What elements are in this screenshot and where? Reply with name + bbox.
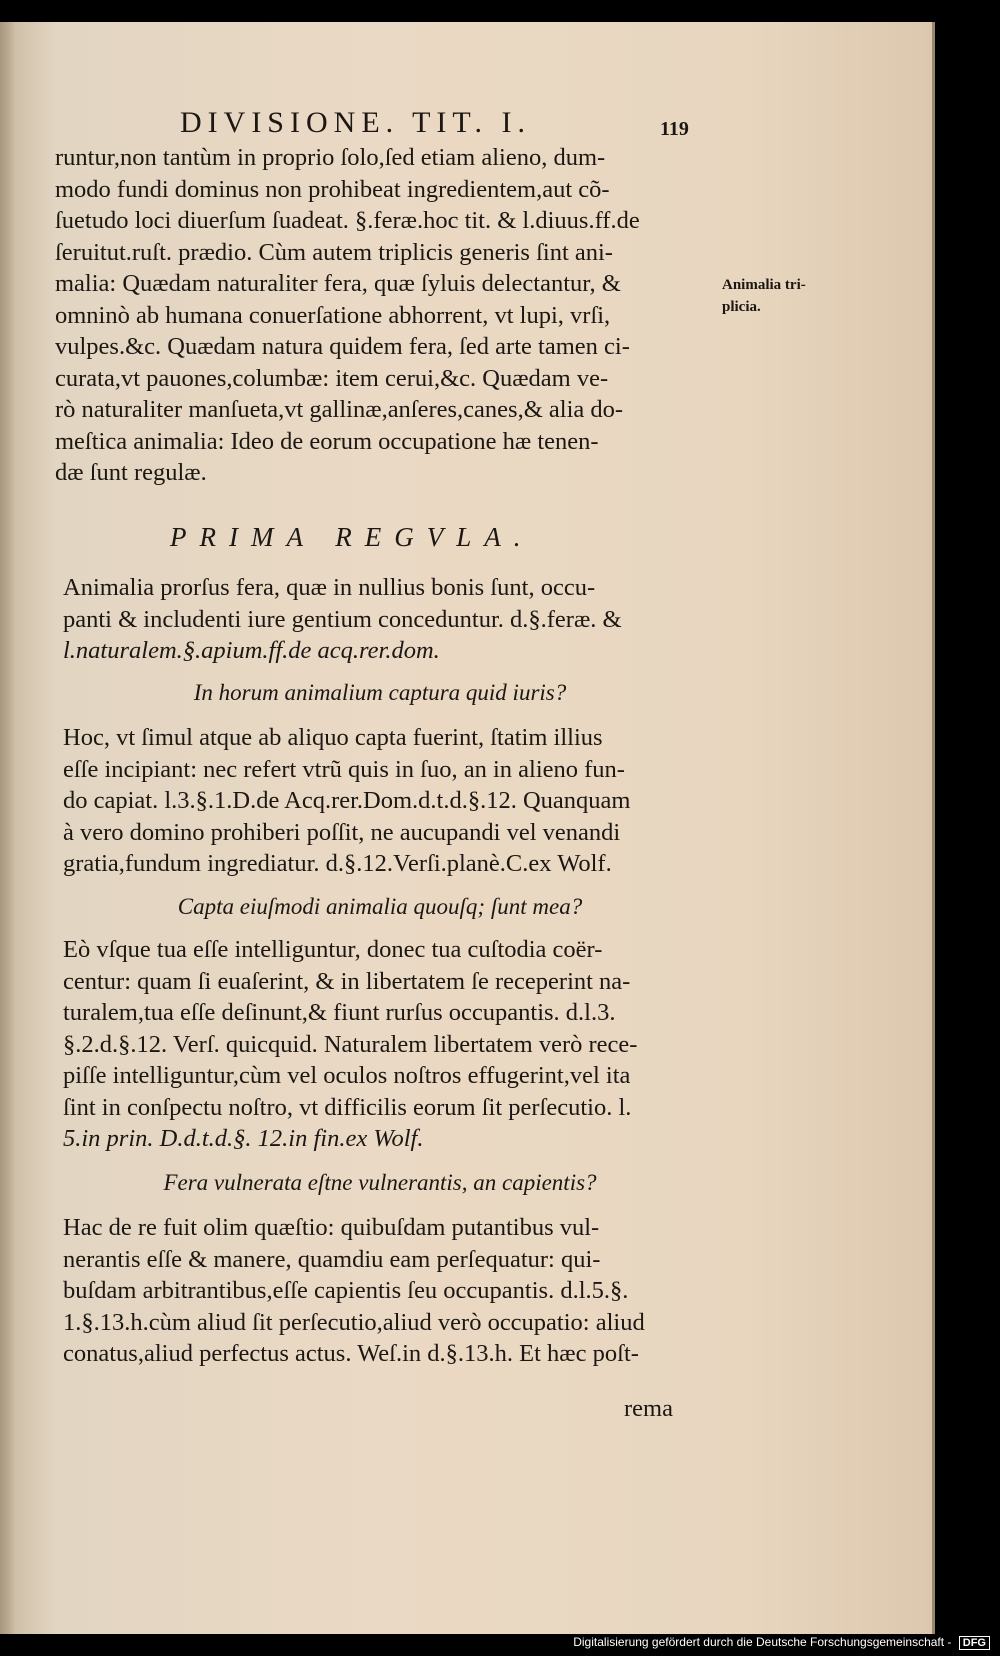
- text-line: Hoc, vt ſimul atque ab aliquo capta fuerint, ſtatim illius: [63, 724, 603, 751]
- question-heading: In horum animalium captura quid iuris?: [193, 680, 567, 705]
- catchword: rema: [624, 1395, 673, 1422]
- footer-text: Digitalisierung gefördert durch die Deutsche Forschungsgemeinschaft -: [573, 1635, 952, 1649]
- question-heading: Capta eiuſmodi animalia quouſq; ſunt mea?: [177, 894, 583, 919]
- text-line: conatus,aliud perfectus actus. Weſ.in d.§.13.h. Et hæc poſt-: [63, 1340, 639, 1367]
- paragraph-1: [55, 142, 705, 489]
- text-line: panti & includenti iure gentium conceduntur. d.§.feræ. &: [63, 605, 622, 633]
- text-line: do capiat. l.3.§.1.D.de Acq.rer.Dom.d.t.d.§.12. Quanquam: [63, 787, 631, 814]
- margin-note-line: Animalia tri-: [722, 277, 806, 293]
- paragraph-5: [55, 1212, 705, 1370]
- text-line: dæ ſunt regulæ.: [55, 459, 207, 486]
- text-line: ſuetudo loci diuerſum ſuadeat. §.feræ.hoc tit. & l.diuus.ff.de: [55, 207, 640, 234]
- text-line: nerantis eſſe & manere, quamdiu eam perſequatur: qui-: [63, 1245, 601, 1273]
- question-heading: Fera vulnerata eſtne vulnerantis, an capientis?: [163, 1170, 597, 1195]
- text-line: vulpes.&c. Quædam natura quidem fera, ſed arte tamen ci-: [55, 333, 630, 360]
- rule-heading: PRIMA REGVLA.: [170, 522, 534, 552]
- text-line: rò naturaliter manſueta,vt gallinæ,anſeres,canes,& alia do-: [55, 396, 624, 423]
- text-line: ſint in conſpectu noſtro, vt difficilis eorum ſit perſecutio. l.: [63, 1093, 632, 1121]
- text-line: 5.in prin. D.d.t.d.§. 12.in fin.ex Wolf.: [63, 1125, 424, 1152]
- text-line: à vero domino prohiberi poſſit, ne aucupandi vel venandi: [63, 818, 621, 846]
- text-line: malia: Quædam naturaliter fera, quæ ſyluis delectantur, &: [55, 270, 621, 297]
- text-line: piſſe intelliguntur,cùm vel oculos noſtros effugerint,vel ita: [63, 1062, 631, 1089]
- text-line: curata,vt pauones,columbæ: item cerui,&c. Quædam ve-: [55, 364, 609, 392]
- text-line: ſeruitut.ruſt. prædio. Cùm autem triplicis generis ſint ani-: [55, 238, 613, 266]
- text-line: turalem,tua eſſe deſinunt,& fiunt rurſus occupantis. d.l.3.: [63, 999, 616, 1026]
- text-line: Eò vſque tua eſſe intelliguntur, donec tua cuſtodia coër-: [63, 936, 603, 963]
- text-line: Hac de re fuit olim quæſtio: quibuſdam putantibus vul-: [63, 1214, 600, 1241]
- text-line: eſſe incipiant: nec refert vtrũ quis in ſuo, an in alieno fun-: [63, 755, 625, 783]
- digitization-footer: [573, 1635, 990, 1650]
- paragraph-3: [55, 722, 705, 880]
- book-page: [0, 22, 935, 1634]
- text-line: 1.§.13.h.cùm aliud ſit perſecutio,aliud verò occupatio: aliud: [63, 1308, 645, 1336]
- page-number: 119: [660, 118, 689, 140]
- margin-note-line: plicia.: [722, 299, 761, 315]
- paragraph-2: [55, 572, 705, 667]
- text-line: Animalia prorſus fera, quæ in nullius bonis ſunt, occu-: [63, 574, 596, 601]
- running-head: DIVISIONE. TIT. I.: [180, 106, 532, 139]
- text-line: centur: quam ſi euaſerint, & in libertatem ſe receperint na-: [63, 967, 631, 995]
- text-line: meſtica animalia: Ideo de eorum occupatione hæ tenen-: [55, 427, 599, 455]
- text-line: modo fundi dominus non prohibeat ingredientem,aut cõ-: [55, 175, 610, 203]
- paragraph-4: [55, 934, 705, 1155]
- text-line: omninò ab humana conuerſatione abhorrent, vt lupi, vrſi,: [55, 301, 611, 329]
- text-line: runtur,non tantùm in proprio ſolo,ſed etiam alieno, dum-: [55, 144, 606, 171]
- page-gutter-shadow: [0, 22, 16, 1634]
- dfg-logo: DFG: [959, 1636, 990, 1650]
- text-line: buſdam arbitrantibus,eſſe capientis ſeu occupantis. d.l.5.§.: [63, 1277, 629, 1304]
- margin-note: [722, 274, 822, 318]
- text-line: gratia,fundum ingrediatur. d.§.12.Verſi.planè.C.ex Wolf.: [63, 850, 612, 877]
- text-line: §.2.d.§.12. Verſ. quicquid. Naturalem libertatem verò rece-: [63, 1030, 638, 1058]
- text-line: l.naturalem.§.apium.ff.de acq.rer.dom.: [63, 637, 440, 664]
